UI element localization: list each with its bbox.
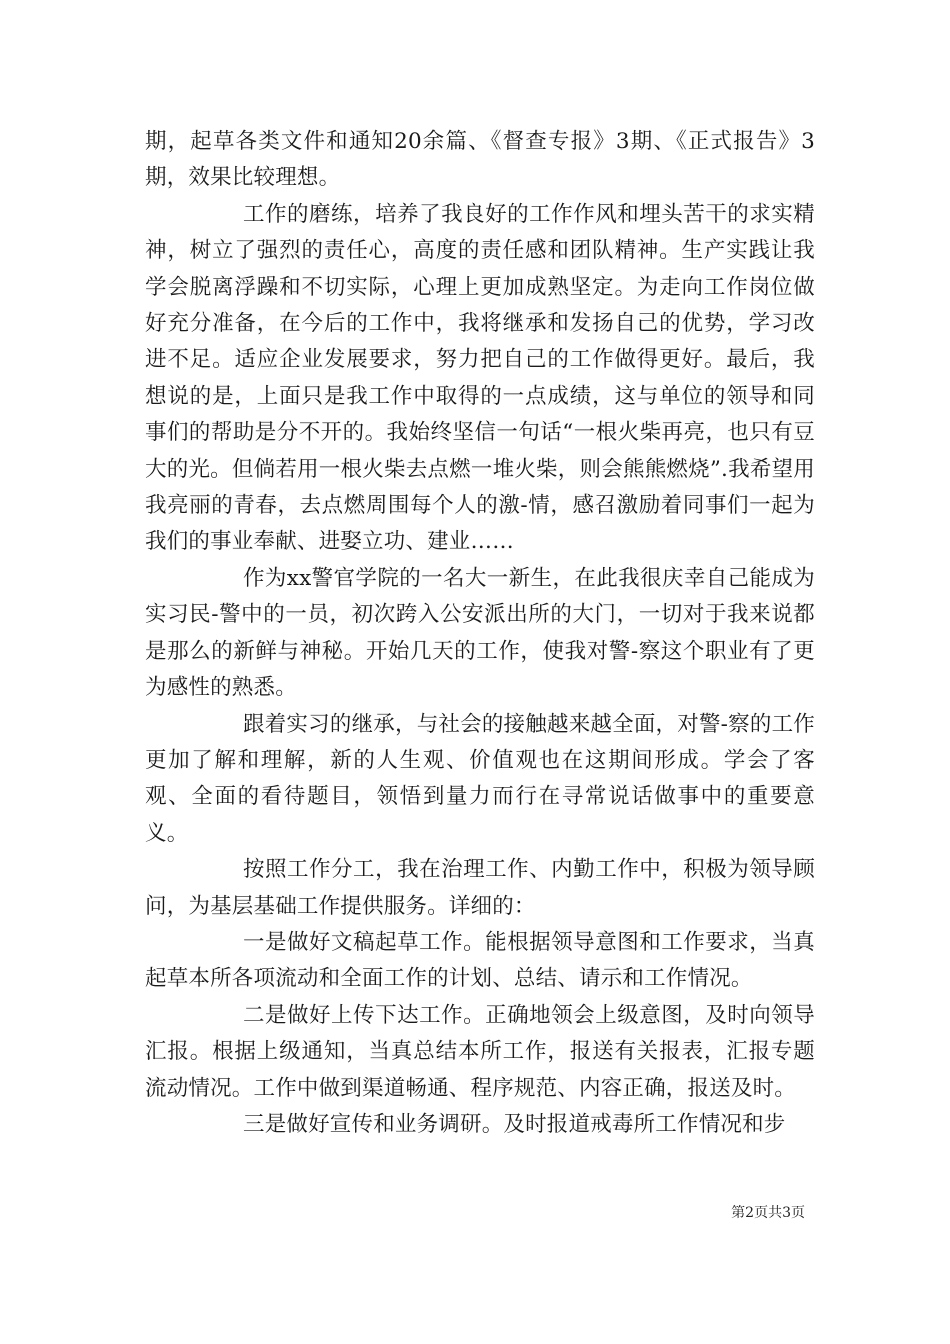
paragraph-3: 作为xx警官学院的一名大一新生，在此我很庆幸自己能成为实习民-警中的一员，初次跨入公安派出所的大门，一切对于我来说都是那么的新鲜与神秘。开始几天的工作，使我对警-察这个职业有了更为感性的熟悉。 [145, 565, 815, 701]
paragraph-2: 工作的磨练，培养了我良好的工作作风和埋头苦干的求实精神，树立了强烈的责任心，高度的责任感和团队精神。生产实践让我学会脱离浮躁和不切实际，心理上更加成熟坚定。为走向工作岗位做好充分准备，在今后的工作中，我将继承和发扬自己的优势，学习改进不足。适应企业发展要求，努力把自己的工作做得更好。最后，我想说的是，上面只是我工作中取得的一点成绩，这与单位的领导和同事们的帮助是分不开的。我始终坚信一句话“一根火柴再亮，也只有豆大的光。但倘若用一根火柴去点燃一堆火柴，则会熊熊燃烧”.我希望用我亮丽的青春，去点燃周围每个人的激-情，感召激励着同事们一起为我们的事业奉献、进娶立功、建业…… [145, 201, 815, 555]
page-number-footer: 第2页共3页 [731, 1205, 805, 1221]
paragraph-7: 二是做好上传下达工作。正确地领会上级意图，及时向领导汇报。根据上级通知，当真总结本所工作，报送有关报表，汇报专题流动情况。工作中做到渠道畅通、程序规范、内容正确，报送及时。 [145, 1002, 815, 1101]
paragraph-6: 一是做好文稿起草工作。能根据领导意图和工作要求，当真起草本所各项流动和全面工作的计划、总结、请示和工作情况。 [145, 929, 815, 992]
document-body [145, 124, 815, 1143]
paragraph-5: 按照工作分工，我在治理工作、内勤工作中，积极为领导顾问，为基层基础工作提供服务。详细的： [145, 857, 815, 919]
paragraph-4: 跟着实习的继承，与社会的接触越来越全面，对警-察的工作更加了解和理解，新的人生观、价值观也在这期间形成。学会了客观、全面的看待题目，领悟到量力而行在寻常说话做事中的重要意义。 [145, 711, 815, 846]
paragraph-1: 期，起草各类文件和通知20余篇、《督查专报》3期、《正式报告》3期，效果比较理想。 [145, 129, 815, 191]
paragraph-8: 三是做好宣传和业务调研。及时报道戒毒所工作情况和步 [243, 1111, 786, 1137]
